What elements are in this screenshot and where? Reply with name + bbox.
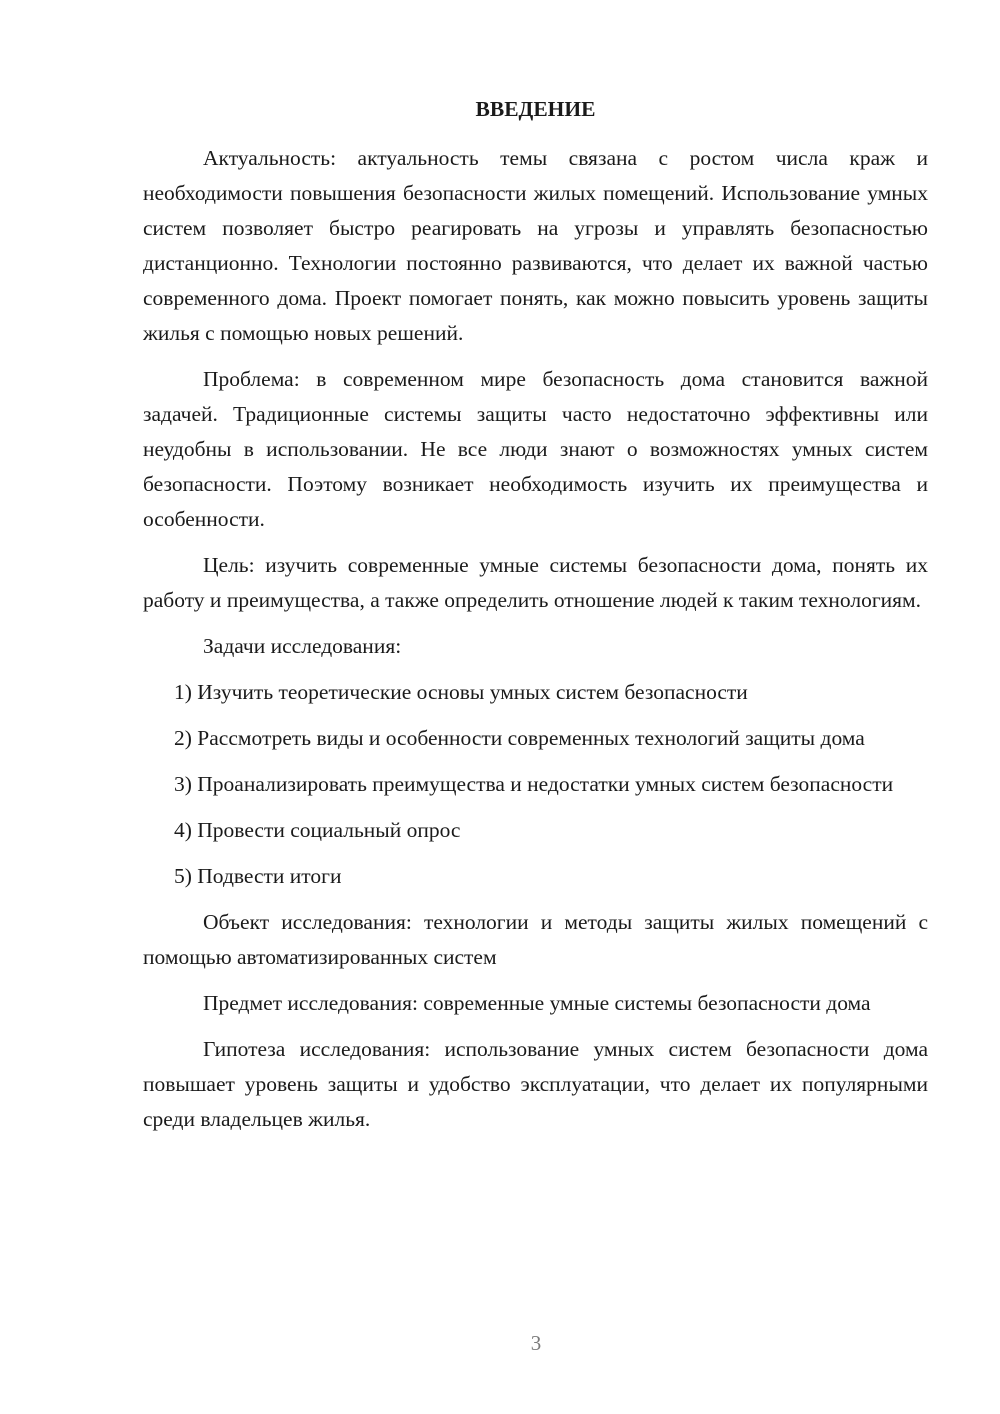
hypothesis-paragraph: Гипотеза исследования: использование умных систем безопасности дома повышает уровень защиты и удобство эксплуатации, что делает их популярными среди владельцев жилья. (143, 1037, 928, 1131)
page-content (143, 92, 928, 1137)
task-item: 5) Подвести итоги (174, 864, 342, 888)
research-object-paragraph: Объект исследования: технологии и методы защиты жилых помещений с помощью автоматизированных систем (143, 910, 928, 969)
problem-paragraph: Проблема: в современном мире безопасность дома становится важной задачей. Традиционные системы защиты часто недостаточно эффективны или неудобны в использовании. Не все люди знают о возможностях умных систем безопасности. Поэтому возникает необходимость изучить их преимущества и особенности. (143, 367, 928, 531)
task-item: 4) Провести социальный опрос (174, 818, 461, 842)
page-number: 3 (530, 1331, 542, 1355)
task-item: 3) Проанализировать преимущества и недостатки умных систем безопасности (174, 772, 894, 796)
tasks-heading: Задачи исследования: (203, 634, 402, 658)
task-item: 1) Изучить теоретические основы умных систем безопасности (174, 680, 748, 704)
research-subject-paragraph: Предмет исследования: современные умные системы безопасности дома (203, 991, 871, 1015)
relevance-paragraph: Актуальность: актуальность темы связана с ростом числа краж и необходимости повышения безопасности жилых помещений. Использование умных систем позволяет быстро реагировать на угрозы и управлять безопасностью дистанционно. Технологии постоянно развиваются, что делает их важной частью современного дома. Проект помогает понять, как можно повысить уровень защиты жилья с помощью новых решений. (143, 146, 928, 345)
task-item: 2) Рассмотреть виды и особенности современных технологий защиты дома (174, 726, 865, 750)
section-title: ВВЕДЕНИЕ (475, 97, 596, 121)
goal-paragraph: Цель: изучить современные умные системы безопасности дома, понять их работу и преимущества, а также определить отношение людей к таким технологиям. (143, 553, 928, 612)
